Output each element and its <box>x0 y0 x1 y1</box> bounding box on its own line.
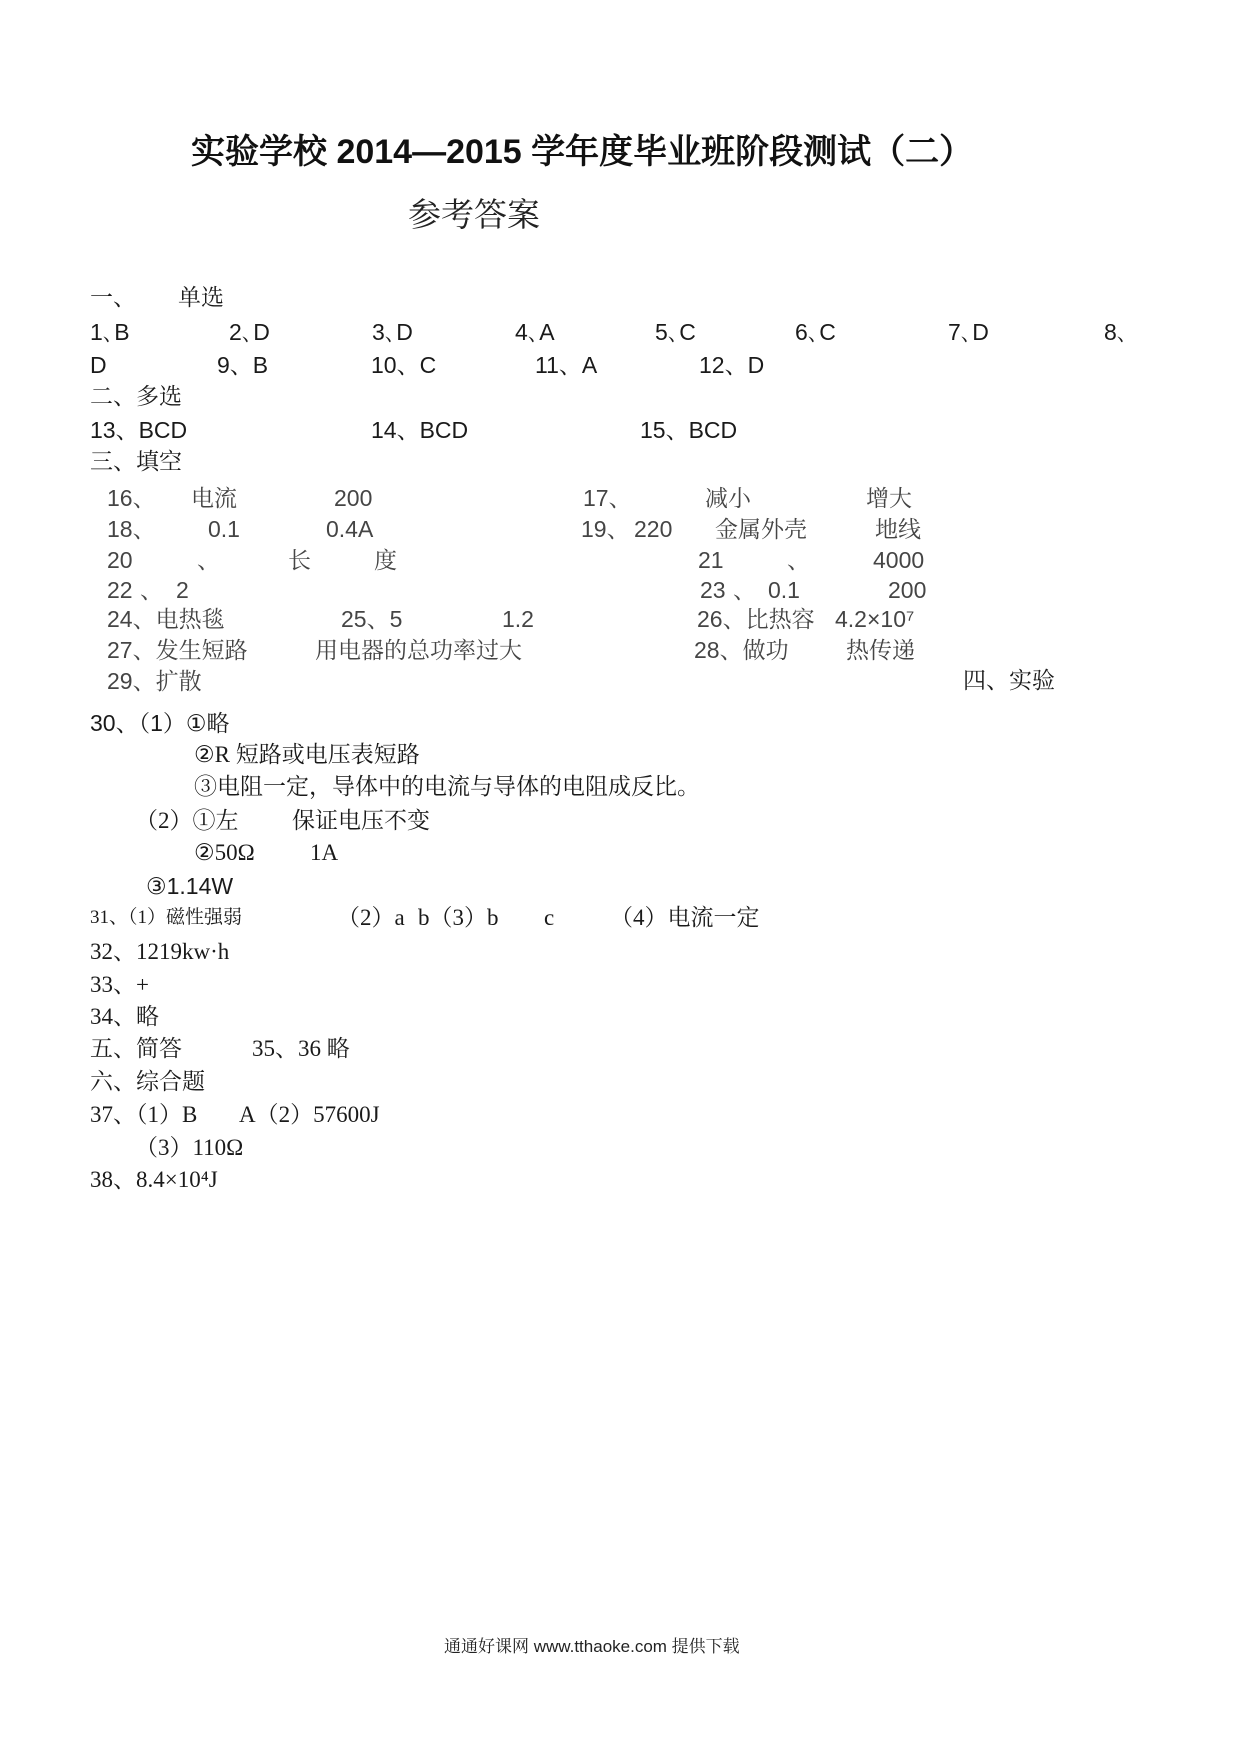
answer-29: 29、扩散 <box>107 668 202 694</box>
answer-30-line-6: ③1.14W <box>146 873 234 899</box>
answer-18-label: 18、 <box>107 516 156 542</box>
section-3-heading: 三、填空 <box>90 449 182 474</box>
answer-23-label: 23 <box>700 577 726 603</box>
section-4-heading: 四、实验 <box>963 668 1055 693</box>
answer-8-label: 8､ <box>1104 319 1129 345</box>
answer-23-blank-1: 0.1 <box>768 577 800 603</box>
answer-22-label: 22 <box>107 577 133 603</box>
answer-23-separator: 、 <box>733 577 756 603</box>
answer-9: 9、B <box>217 352 269 378</box>
section-5-heading: 五、简答 <box>90 1036 182 1061</box>
answer-19-blank-2: 金属外壳 <box>715 516 807 542</box>
answer-15: 15、BCD <box>640 417 738 443</box>
answer-20-separator: 、 <box>197 547 220 573</box>
section-6-heading: 六、综合题 <box>90 1069 205 1094</box>
answer-2: 2､D <box>229 319 270 345</box>
section-2-heading: 二、多选 <box>90 384 182 409</box>
answer-17-blank-1: 减小 <box>705 485 751 511</box>
answer-16-blank-1: 电流 <box>191 485 237 511</box>
answer-24: 24、电热毯 <box>107 606 225 632</box>
answer-31-part-1: 31、（1）磁性强弱 <box>90 907 243 928</box>
answer-18-blank-1: 0.1 <box>208 516 240 542</box>
answer-38: 38、8.4×10⁴J <box>90 1167 218 1192</box>
answer-7: 7､D <box>948 319 989 345</box>
answer-14: 14、BCD <box>371 417 469 443</box>
answer-30-line-4b: 保证电压不变 <box>292 808 430 833</box>
answer-21-separator: 、 <box>787 547 810 573</box>
answer-37-part-3: （3）110Ω <box>135 1135 244 1160</box>
answer-25-blank-1: 25、5 <box>341 606 403 632</box>
exam-title: 实验学校 2014—2015 学年度毕业班阶段测试（二） <box>191 133 974 171</box>
answer-26-blank-2: 4.2×10⁷ <box>835 606 915 632</box>
answer-27-blank-1: 27、发生短路 <box>107 637 248 663</box>
answer-31-part-5: （4）电流一定 <box>610 905 760 930</box>
answer-17-label: 17、 <box>583 485 632 511</box>
answer-20-label: 20 <box>107 547 133 573</box>
answer-31-part-4: c <box>544 905 555 930</box>
answer-19-label: 19、 <box>581 516 630 542</box>
answer-34: 34、略 <box>90 1004 159 1029</box>
answer-key-subtitle: 参考答案 <box>408 198 540 234</box>
answer-33: 33、+ <box>90 972 149 997</box>
answer-30-line-2: ②R 短路或电压表短路 <box>194 742 420 767</box>
answer-4: 4､A <box>515 319 555 345</box>
answer-28-blank-1: 28、做功 <box>694 637 789 663</box>
answer-10: 10、C <box>371 352 437 378</box>
answer-16-label: 16、 <box>107 485 156 511</box>
answer-18-blank-2: 0.4A <box>326 516 374 542</box>
answer-3: 3､D <box>372 319 413 345</box>
answer-21-label: 21 <box>698 547 724 573</box>
answer-23-blank-2: 200 <box>888 577 927 603</box>
answer-32: 32、1219kw·h <box>90 939 230 964</box>
answer-12: 12、D <box>699 352 765 378</box>
answer-19-blank-1: 220 <box>634 516 673 542</box>
answer-30-line-5a: ②50Ω <box>194 840 255 865</box>
answer-26-blank-1: 26、比热容 <box>697 606 815 632</box>
answer-19-blank-3: 地线 <box>875 516 921 542</box>
answer-5: 5､C <box>655 319 696 345</box>
answer-25-blank-2: 1.2 <box>502 606 534 632</box>
footer-source: 通通好课网 www.tthaoke.com 提供下载 <box>444 1637 740 1656</box>
answer-22-separator: 、 <box>140 577 163 603</box>
answer-20-blank-2: 度 <box>374 547 397 573</box>
answer-13: 13、BCD <box>90 417 188 443</box>
answer-30-line-3: ③电阻一定，导体中的电流与导体的电阻成反比。 <box>194 774 700 799</box>
answer-28-blank-2: 热传递 <box>846 637 915 663</box>
answer-6: 6､C <box>795 319 836 345</box>
answer-35-36: 35、36 略 <box>252 1036 350 1061</box>
answer-30-line-4a: （2）①左 <box>135 808 239 833</box>
answer-30-line-5b: 1A <box>310 840 339 865</box>
answer-1: 1､B <box>90 319 130 345</box>
answer-20-blank-1: 长 <box>288 547 311 573</box>
answer-8-value: D <box>90 352 107 378</box>
section-1-label: 单选 <box>178 285 224 310</box>
answer-16-blank-2: 200 <box>334 485 373 511</box>
answer-31-part-3: b（3）b <box>418 905 499 930</box>
section-1-number: 一、 <box>90 285 136 310</box>
answer-11: 11、A <box>535 352 598 378</box>
answer-31-part-2: （2）a <box>337 905 405 930</box>
answer-30-line-1: 30、（1）①略 <box>90 710 230 736</box>
answer-22-blank: 2 <box>176 577 189 603</box>
answer-27-blank-2: 用电器的总功率过大 <box>315 637 522 663</box>
answer-21-blank: 4000 <box>873 547 925 573</box>
answer-17-blank-2: 增大 <box>866 485 912 511</box>
answer-37-part-2: A（2）57600J <box>239 1102 380 1127</box>
answer-37-part-1: 37、（1）B <box>90 1102 198 1127</box>
